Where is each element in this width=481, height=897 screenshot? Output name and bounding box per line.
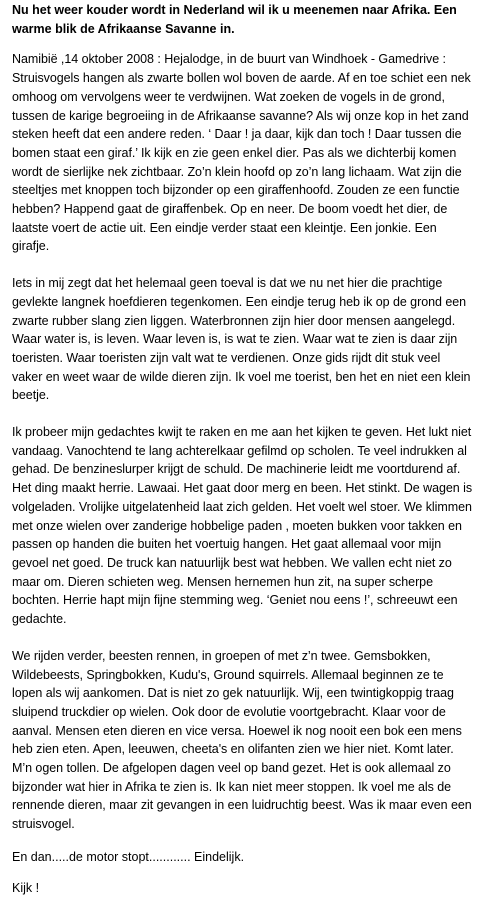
paragraph-tourists: Iets in mij zegt dat het helemaal geen toeval is dat we nu net hier die prachtige gevlekte langnek hoefdieren tegenkomen. Een eindje terug heb ik op de grond een zwarte rubber slang zien liggen. Waterbronnen zijn hier door mensen aangelegd. Waar water is, is leven. Waar leven is, is wat te zien. Waar wat te zien is daar zijn toeristen. Waar toeristen zijn valt wat te verdienen. Onze gids rijdt dit stuk veel vaker en weet waar de wilde dieren zijn. Ik voel me toerist, ben het en niet een klein beetje.: [12, 276, 471, 403]
article-intro: Nu het weer kouder wordt in Nederland wil ik u meenemen naar Afrika. Een warme blik de Afrikaanse Savanne in.: [12, 3, 457, 36]
paragraph-ending: En dan.....de motor stopt............ Eindelijk.: [12, 849, 245, 864]
signoff: Kijk !: [12, 880, 40, 895]
paragraph-animals: We rijden verder, beesten rennen, in groepen of met z’n twee. Gemsbokken, Wildebeests, Springbokken, Kudu's, Ground squirrels. Allemaal beginnen ze te lopen als wij aankomen. Dat is niet zo gek natuurlijk. Wij, een twintigkoppig traag sluipend truckdier op wielen. Ook door de evolutie voortgebracht. Klaar voor de aanval. Mensen eten dieren en vice versa. Hoewel ik nog nooit een bok een mens heb zien eten. Apen, leeuwen, cheeta's en olifanten zien we hier niet. Komt later. M’n ogen tollen. De afgelopen dagen veel op band gezet. Het is ook allemaal zo bijzonder wat hier in Afrika te zien is. Ik kan niet meer stoppen. Ik voel me als de rennende dieren, maar zit gevangen in een luidruchtig beest. Was ik maar even een struisvogel.: [12, 648, 472, 832]
paragraph-truck: Ik probeer mijn gedachtes kwijt te raken en me aan het kijken te geven. Het lukt niet vandaag. Vanochtend te lang achterelkaar gefilmd op scholen. Te veel indrukken al gehad. De benzineslurper krijgt de schuld. De machinerie leidt me voortdurend af. Het ding maakt herrie. Lawaai. Het gaat door merg en been. Het stinkt. De wagen is volgeladen. Vrolijke uitgelatenheid laat zich gelden. Het voelt wel stoer. We klimmen met onze wielen over zanderige hobbelige paden , moeten bukken voor takken en passen op handen die buiten het voertuig hangen. Het gaat allemaal voor mijn gevoel net goed. De truck kan natuurlijk best wat hebben. We vallen echt niet zo maar om. Dieren schieten weg. Mensen hernemen hun zit, na super scherpe bochten. Herrie hapt mijn fijne stemming weg. ‘Geniet nou eens !’, schreeuwt een gedachte.: [12, 425, 473, 627]
paragraph-giraffe: Namibië ,14 oktober 2008 : Hejalodge, in de buurt van Windhoek - Gamedrive : Struisvogels hangen als zwarte bollen wol boven de aarde. Af en toe schiet een nek omhoog om vervolgens weer te verdwijnen. Wat zoeken de vogels in de grond, tussen de karige begroeiing in de Afrikaanse savanne? Als wij onze kop in het zand steken heeft dat een andere reden. ‘ Daar ! ja daar, kijk dan toch ! Daar tussen die bomen staat een giraf.’ Ik kijk en zie geen enkel dier. Pas als we dichterbij komen wordt de sierlijke nek zichtbaar. Zo’n klein hoofd op zo’n lang lichaam. Wat zijn die steeltjes met knoppen toch bijzonder op een giraffenhoofd. Zouden ze een functie hebben? Happend gaat de giraffenbek. Op en neer. De boom voedt het dier, de laatste voert de actie uit. Een eindje verder staat een kleintje. Een jonkie. Een girafje.: [12, 52, 471, 254]
